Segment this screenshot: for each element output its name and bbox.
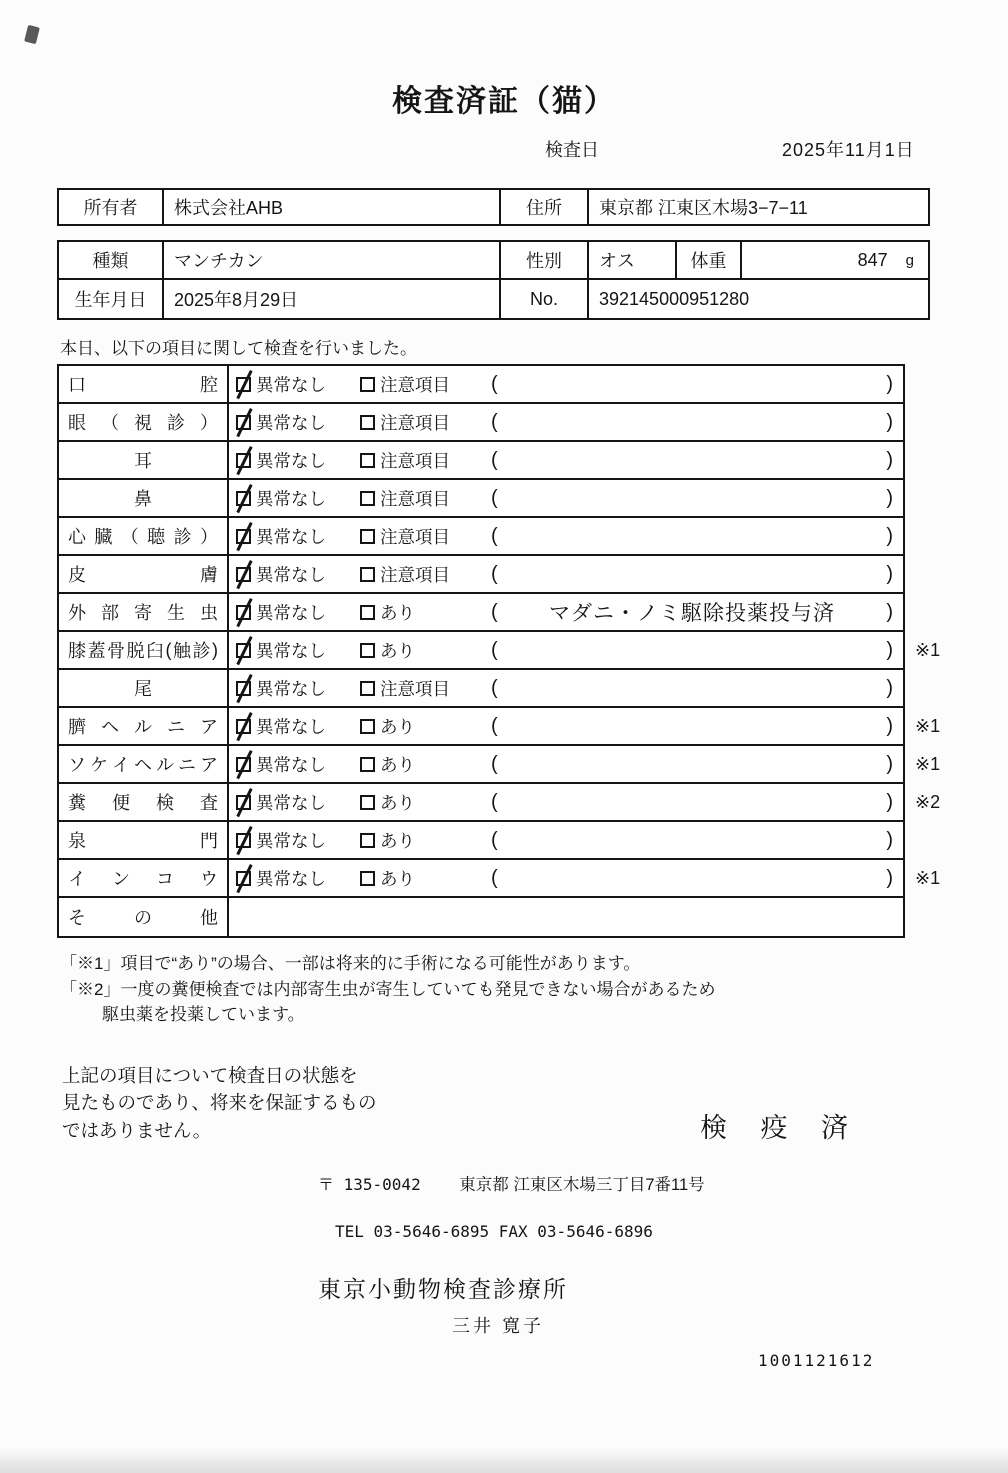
secondary-option (360, 828, 487, 853)
checkbox-checked-icon (236, 567, 251, 582)
inspection-row (59, 632, 941, 670)
no-abnormality-option (229, 790, 360, 815)
disclaimer (62, 1062, 1008, 1145)
inspection-item-label: 糞 便 検 査 (59, 784, 229, 820)
no-abnormality-option (229, 486, 360, 511)
footnote-2-line-2: 駆虫薬を投薬しています。 (102, 1005, 305, 1024)
secondary-option (360, 790, 487, 815)
quarantine-stamp: 検 疫 済 (700, 1112, 862, 1143)
checkbox-checked-icon (236, 415, 251, 430)
no-abnormality-option (229, 828, 360, 853)
secondary-option (360, 866, 487, 891)
checkbox-checked-icon (236, 833, 251, 848)
inspection-row-content (229, 860, 903, 896)
paren-close: ) (886, 600, 893, 623)
inspection-item-label: 耳 (59, 442, 229, 478)
checkbox-unchecked-icon (360, 643, 375, 658)
inspection-row (59, 556, 903, 594)
birthdate-value: 2025年8月29日 (162, 280, 499, 318)
no-abnormality-option (229, 410, 360, 435)
paren-open: ( (491, 866, 498, 889)
no-abnormality-option (229, 562, 360, 587)
secondary-option (360, 752, 487, 777)
inspection-row (59, 404, 903, 442)
clinic-address-line (318, 1171, 1008, 1195)
paren-close: ) (886, 448, 893, 471)
weight-value: 847 (857, 249, 888, 270)
secondary-option (360, 714, 487, 739)
inspection-row-content (229, 708, 903, 744)
inspection-item-label: 鼻 (59, 480, 229, 516)
inspection-row-content (229, 556, 903, 592)
document-code: 1001121612 (758, 1350, 875, 1370)
paren-close: ) (886, 638, 893, 661)
paren-close: ) (886, 410, 893, 433)
inspection-row (59, 366, 903, 404)
secondary-option-label: あり (380, 716, 415, 737)
no-abnormality-label: 異常なし (256, 374, 326, 395)
inspection-row-content (229, 594, 903, 630)
inspection-item-label: 外 部 寄 生 虫 (59, 594, 229, 630)
weight-label: 体重 (675, 242, 740, 278)
inspection-item-label: 膝 蓋 骨 脱 臼 ( 触 診 ) (59, 632, 229, 668)
clinic-name: 東京小動物検査診療所 (318, 1275, 568, 1302)
owner-label: 所有者 (83, 198, 138, 218)
weight-value-cell (740, 242, 928, 278)
paren-open: ( (491, 600, 498, 623)
paren-open: ( (491, 372, 498, 395)
inspection-table (57, 364, 941, 938)
inspection-item-label: 心 臓 （ 聴 診 ） (59, 518, 229, 554)
no-abnormality-label: 異常なし (256, 526, 326, 547)
secondary-option-label: あり (380, 602, 415, 623)
inspection-row (59, 898, 903, 936)
inspection-row (59, 746, 941, 784)
inspection-row-content (229, 366, 903, 402)
no-abnormality-label: 異常なし (256, 488, 326, 509)
secondary-option (360, 638, 487, 663)
footnote-mark: ※1 (915, 639, 941, 660)
birthdate-label: 生年月日 (74, 290, 147, 310)
inspection-item-label: 眼 （ 視 診 ） (59, 404, 229, 440)
checkbox-unchecked-icon (360, 719, 375, 734)
no-label: No. (499, 280, 587, 318)
paren-open: ( (491, 752, 498, 775)
no-abnormality-label: 異常なし (256, 412, 326, 433)
no-abnormality-option (229, 600, 360, 625)
inspection-item-label: 口 腔 (59, 366, 229, 402)
inspection-item-label: イ ン コ ウ (59, 860, 229, 896)
paren-close: ) (886, 486, 893, 509)
checkbox-unchecked-icon (360, 491, 375, 506)
paren-open: ( (491, 714, 498, 737)
veterinarian-name: 三井 寛子 (452, 1315, 545, 1336)
checkbox-unchecked-icon (360, 529, 375, 544)
intro-text: 本日、以下の項目に関して検査を行いました。 (60, 339, 417, 358)
postal-code: 〒 135-0042 (318, 1174, 421, 1194)
no-abnormality-option (229, 866, 360, 891)
no-abnormality-label: 異常なし (256, 868, 326, 889)
checkbox-unchecked-icon (360, 681, 375, 696)
inspection-item-label: 泉 門 (59, 822, 229, 858)
disclaimer-line-2: 見たものであり、将来を保証するもの (62, 1092, 377, 1114)
sex-value: オス (587, 242, 675, 278)
inspection-item-label: ソ ケ イ ヘ ル ニ ア (59, 746, 229, 782)
secondary-option (360, 410, 487, 435)
secondary-option-label: 注意項目 (380, 564, 450, 585)
paren-open: ( (491, 638, 498, 661)
inspection-row (59, 860, 941, 898)
tel-fax-line: TEL 03-5646-6895 FAX 03-5646-6896 (335, 1221, 653, 1241)
no-abnormality-label: 異常なし (256, 640, 326, 661)
secondary-option (360, 600, 487, 625)
inspection-row-content (229, 670, 903, 706)
checkbox-checked-icon (236, 681, 251, 696)
scan-artifact (24, 25, 40, 44)
no-abnormality-label: 異常なし (256, 792, 326, 813)
no-abnormality-label: 異常なし (256, 830, 326, 851)
no-abnormality-label: 異常なし (256, 564, 326, 585)
paren-close: ) (886, 524, 893, 547)
inspection-item-label: 臍 ヘ ル ニ ア (59, 708, 229, 744)
checkbox-unchecked-icon (360, 415, 375, 430)
sex-label: 性別 (499, 242, 587, 278)
secondary-option-label: 注意項目 (380, 450, 450, 471)
paren-open: ( (491, 676, 498, 699)
checkbox-checked-icon (236, 377, 251, 392)
remark-text: マダニ・ノミ駆除投薬投与済 (549, 602, 835, 625)
paren-close: ) (886, 562, 893, 585)
inspection-row-content (229, 442, 903, 478)
owner-table (57, 188, 930, 226)
clinic-address: 東京都 江東区木場三丁目7番11号 (459, 1175, 705, 1194)
paren-open: ( (491, 828, 498, 851)
checkbox-checked-icon (236, 795, 251, 810)
inspection-row-content (229, 746, 903, 782)
paren-close: ) (886, 752, 893, 775)
checkbox-unchecked-icon (360, 757, 375, 772)
inspection-item-label: 尾 (59, 670, 229, 706)
secondary-option-label: あり (380, 754, 415, 775)
paren-open: ( (491, 486, 498, 509)
footnote-2-line-1: 「※2」一度の糞便検査では内部寄生虫が寄生していても発見できない場合があるため (60, 979, 716, 999)
paren-open: ( (491, 562, 498, 585)
checkbox-unchecked-icon (360, 795, 375, 810)
inspection-row (59, 518, 903, 556)
secondary-option (360, 562, 487, 587)
secondary-option-label: 注意項目 (380, 412, 450, 433)
no-abnormality-option (229, 448, 360, 473)
inspection-row (59, 784, 941, 822)
secondary-option (360, 448, 487, 473)
footnotes (60, 951, 1008, 1028)
secondary-option-label: 注意項目 (380, 488, 450, 509)
paren-close: ) (886, 866, 893, 889)
paren-open: ( (491, 790, 498, 813)
no-abnormality-option (229, 372, 360, 397)
bottom-block (0, 1062, 1008, 1145)
no-abnormality-label: 異常なし (256, 450, 326, 471)
paren-close: ) (886, 790, 893, 813)
secondary-option (360, 524, 487, 549)
pet-table-row-2 (57, 280, 930, 320)
paren-close: ) (886, 714, 893, 737)
secondary-option-label: 注意項目 (380, 526, 450, 547)
checkbox-checked-icon (236, 605, 251, 620)
no-abnormality-option (229, 676, 360, 701)
no-abnormality-option (229, 638, 360, 663)
inspection-date-row (0, 136, 1008, 162)
footnote-mark: ※1 (915, 715, 941, 736)
checkbox-checked-icon (236, 871, 251, 886)
inspection-row (59, 670, 903, 708)
paren-open: ( (491, 410, 498, 433)
checkbox-unchecked-icon (360, 453, 375, 468)
inspection-row-content (229, 404, 903, 440)
breed-label: 種類 (92, 251, 129, 271)
breed-value: マンチカン (162, 242, 499, 278)
no-value: 392145000951280 (587, 280, 928, 318)
footnote-mark: ※1 (915, 753, 941, 774)
inspection-row (59, 708, 941, 746)
footnote-mark: ※2 (915, 791, 941, 812)
inspection-date-label: 検査日 (545, 140, 599, 160)
weight-unit: g (905, 251, 914, 269)
no-abnormality-option (229, 524, 360, 549)
checkbox-checked-icon (236, 719, 251, 734)
inspection-row-content (229, 784, 903, 820)
inspection-row (59, 822, 903, 860)
secondary-option-label: あり (380, 868, 415, 889)
paren-open: ( (491, 524, 498, 547)
disclaimer-line-3: ではありません。 (62, 1120, 212, 1141)
secondary-option (360, 676, 487, 701)
address-value: 東京都 江東区木場3−7−11 (587, 190, 928, 224)
checkbox-unchecked-icon (360, 833, 375, 848)
no-abnormality-label: 異常なし (256, 754, 326, 775)
footnote-mark: ※1 (915, 867, 941, 888)
inspection-row-content (229, 822, 903, 858)
inspection-item-label: そ の 他 (59, 898, 229, 936)
no-abnormality-label: 異常なし (256, 678, 326, 699)
inspection-date-value: 2025年11月1日 (782, 140, 915, 160)
secondary-option-label: 注意項目 (380, 374, 450, 395)
secondary-option (360, 372, 487, 397)
checkbox-unchecked-icon (360, 605, 375, 620)
pet-table (0, 240, 1008, 320)
page-title: 検査済証（猫） (392, 85, 616, 118)
owner-value: 株式会社AHB (162, 190, 499, 224)
footnote-1: 「※1」項目で“あり”の場合、一部は将来的に手術になる可能性があります。 (60, 954, 641, 973)
paren-close: ) (886, 372, 893, 395)
inspection-row-content (229, 518, 903, 554)
disclaimer-line-1: 上記の項目について検査日の状態を (62, 1064, 358, 1086)
inspection-row (59, 594, 903, 632)
no-abnormality-option (229, 714, 360, 739)
inspection-row (59, 442, 903, 480)
address-label: 住所 (499, 190, 587, 224)
secondary-option (360, 486, 487, 511)
inspection-row-content (229, 632, 903, 668)
secondary-option-label: あり (380, 640, 415, 661)
no-abnormality-label: 異常なし (256, 716, 326, 737)
pet-table-row-1 (57, 240, 930, 280)
checkbox-checked-icon (236, 643, 251, 658)
no-abnormality-option (229, 752, 360, 777)
checkbox-checked-icon (236, 529, 251, 544)
checkbox-unchecked-icon (360, 377, 375, 392)
checkbox-unchecked-icon (360, 871, 375, 886)
inspection-item-label: 皮 膚 (59, 556, 229, 592)
paren-close: ) (886, 676, 893, 699)
checkbox-checked-icon (236, 757, 251, 772)
checkbox-unchecked-icon (360, 567, 375, 582)
secondary-option-label: あり (380, 830, 415, 851)
inspection-row (59, 480, 903, 518)
checkbox-checked-icon (236, 453, 251, 468)
inspection-row-content (229, 480, 903, 516)
secondary-option-label: あり (380, 792, 415, 813)
paren-open: ( (491, 448, 498, 471)
inspection-row-content (229, 898, 903, 936)
checkbox-checked-icon (236, 491, 251, 506)
secondary-option-label: 注意項目 (380, 678, 450, 699)
paren-close: ) (886, 828, 893, 851)
no-abnormality-label: 異常なし (256, 602, 326, 623)
